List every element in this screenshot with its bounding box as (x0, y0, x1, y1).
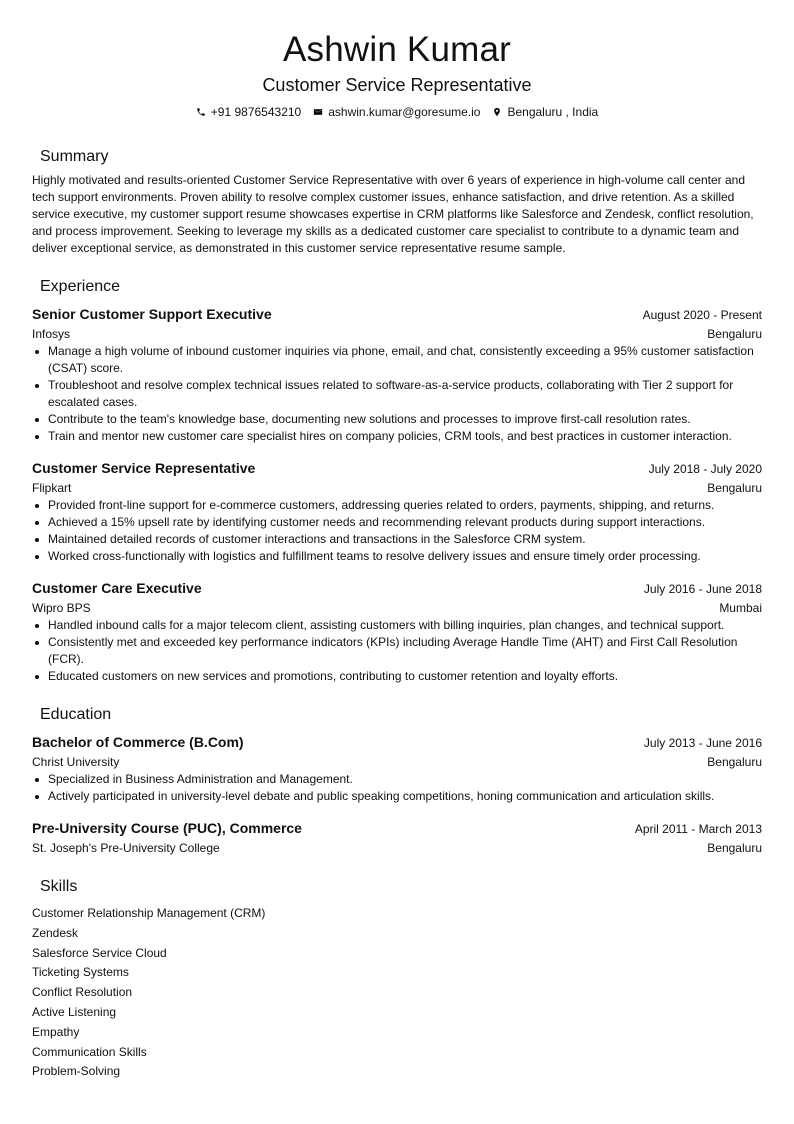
job-bullets (32, 343, 762, 445)
job-title: Senior Customer Support Executive (32, 306, 272, 322)
bullet-item: Worked cross-functionally with logistics and fulfillment teams to resolve delivery issues and ensure timely order processing. (32, 548, 762, 565)
email-text[interactable]: ashwin.kumar@goresume.io (328, 105, 481, 119)
experience-entry (32, 304, 762, 445)
experience-entry (32, 458, 762, 565)
skill-item: Ticketing Systems (32, 965, 129, 980)
location-pin-icon (492, 107, 502, 117)
experience-entry (32, 578, 762, 685)
mail-icon (313, 107, 323, 117)
job-title: Customer Service Representative (32, 460, 256, 476)
bullet-item: Specialized in Business Administration and Management. (32, 771, 762, 788)
bullet-item: Consistently met and exceeded key performance indicators (KPIs) including Average Handle Time (AHT) and First Call Resolution (FCR). (32, 634, 762, 668)
phone-icon (196, 107, 206, 117)
skill-item: Zendesk (32, 925, 79, 940)
summary-heading: Summary (40, 148, 109, 165)
education-heading: Education (40, 706, 112, 723)
skills-heading: Skills (40, 878, 78, 895)
job-bullets (32, 497, 762, 565)
candidate-role: Customer Service Representative (262, 75, 532, 95)
contact-location (492, 103, 598, 121)
bullet-item: Provided front-line support for e-commerce customers, addressing queries related to orders, payments, shipping, and returns. (32, 497, 762, 514)
bullet-item: Manage a high volume of inbound customer inquiries via phone, email, and chat, consistently exceeding a 95% customer satisfaction (CSAT) score. (32, 343, 762, 377)
degree-title: Bachelor of Commerce (B.Com) (32, 734, 244, 750)
bullet-item: Contribute to the team's knowledge base, documenting new solutions and processes to improve first-call resolution rates. (32, 411, 762, 428)
education-dates: July 2013 - June 2016 (643, 736, 762, 750)
education-entry (32, 818, 762, 857)
job-dates: July 2016 - June 2018 (643, 582, 762, 596)
contact-phone (196, 103, 301, 121)
skill-item: Empathy (32, 1024, 80, 1039)
job-title: Customer Care Executive (32, 580, 202, 596)
education-entry (32, 732, 762, 805)
institution-name: Christ University (32, 755, 120, 769)
skill-item: Salesforce Service Cloud (32, 945, 167, 960)
job-dates: July 2018 - July 2020 (648, 462, 762, 476)
bullet-item: Handled inbound calls for a major telecom client, assisting customers with billing inquiries, plan changes, and technical support. (32, 617, 762, 634)
company-name: Flipkart (32, 481, 72, 495)
summary-text: Highly motivated and results-oriented Customer Service Representative with over 6 years of experience in high-volume call center and tech support environments. Proven ability to resolve complex customer issues, enhance satisfaction, and drive retention. As a skilled service executive, my customer support resume showcases expertise in CRM platforms like Salesforce and Zendesk, conflict resolution, and process improvement. Seeking to leverage my skills as a dedicated customer care specialist to contribute to a dynamic team and deliver exceptional service, as demonstrated in this customer service representative resume sample. (32, 173, 754, 255)
contact-email (313, 103, 480, 121)
degree-title: Pre-University Course (PUC), Commerce (32, 820, 302, 836)
education-bullets (32, 771, 762, 805)
job-bullets (32, 617, 762, 685)
candidate-name: Ashwin Kumar (282, 30, 512, 69)
bullet-item: Educated customers on new services and promotions, contributing to customer retention and loyalty efforts. (32, 668, 762, 685)
skills-list (32, 904, 762, 1082)
job-dates: August 2020 - Present (642, 308, 762, 322)
bullet-item: Troubleshoot and resolve complex technical issues related to software-as-a-service products, collaborating with Tier 2 support for escalated cases. (32, 377, 762, 411)
experience-heading: Experience (40, 278, 121, 295)
phone-text: +91 9876543210 (210, 105, 302, 119)
education-section (32, 704, 762, 857)
job-location: Bengaluru (707, 481, 762, 495)
bullet-item: Train and mentor new customer care specialist hires on company policies, CRM tools, and best practices in customer interaction. (32, 428, 762, 445)
skills-section (32, 876, 762, 1082)
experience-section (32, 276, 762, 685)
bullet-item: Achieved a 15% upsell rate by identifying customer needs and recommending relevant products during support interactions. (32, 514, 762, 531)
skill-item: Communication Skills (32, 1044, 147, 1059)
education-dates: April 2011 - March 2013 (634, 822, 762, 836)
skill-item: Problem-Solving (32, 1064, 121, 1079)
summary-section (32, 146, 762, 257)
education-location: Bengaluru (707, 841, 762, 855)
skill-item: Conflict Resolution (32, 985, 133, 1000)
job-location: Bengaluru (707, 327, 762, 341)
resume-header (32, 28, 762, 121)
bullet-item: Actively participated in university-level debate and public speaking competitions, honing communication and articulation skills. (32, 788, 762, 805)
location-text: Bengaluru , India (507, 105, 599, 119)
company-name: Infosys (32, 327, 71, 341)
job-location: Mumbai (719, 601, 762, 615)
education-location: Bengaluru (707, 755, 762, 769)
contact-info (32, 103, 762, 121)
skill-item: Active Listening (32, 1004, 117, 1019)
institution-name: St. Joseph's Pre-University College (32, 841, 220, 855)
company-name: Wipro BPS (32, 601, 91, 615)
skill-item: Customer Relationship Management (CRM) (32, 906, 266, 920)
bullet-item: Maintained detailed records of customer interactions and transactions in the Salesforce CRM system. (32, 531, 762, 548)
